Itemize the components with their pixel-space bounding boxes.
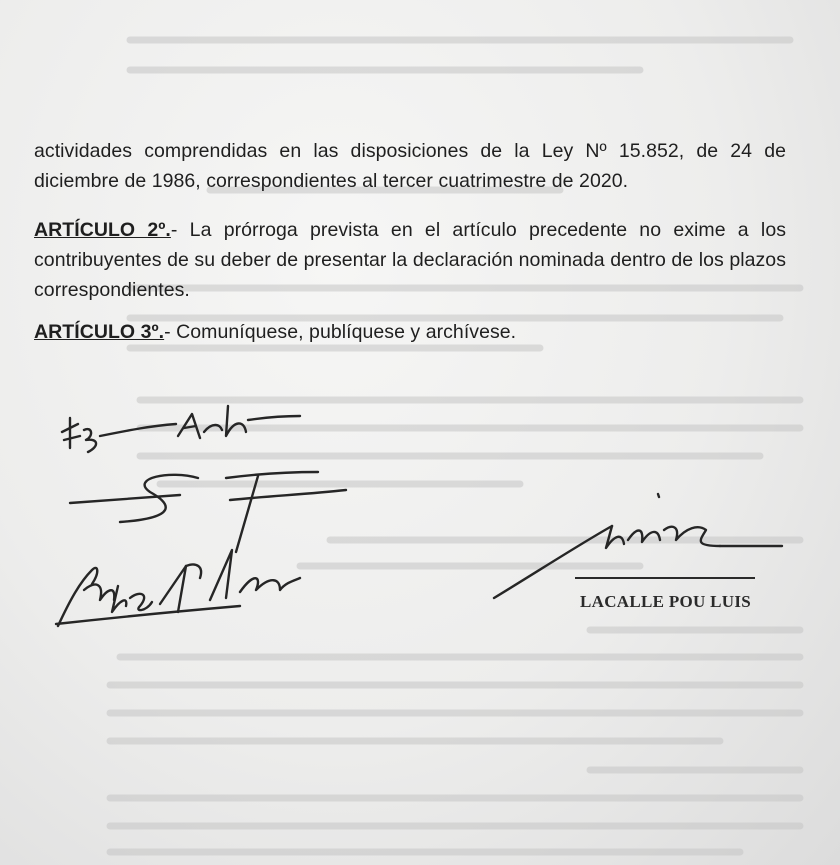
article-2-heading: ARTÍCULO 2º. (34, 218, 171, 241)
signature-line (575, 577, 755, 579)
signatory-name: LACALLE POU LUIS (580, 592, 752, 611)
article-2-text: - La prórroga prevista en el artículo precedente no exime a los contribuyentes de su deber de presentar la declaración nominada dentro de los plazos correspondientes. (34, 218, 787, 301)
signature-4 (494, 494, 782, 598)
paragraph-text: actividades comprendidas en las disposiciones de la Ley Nº 15.852, de 24 de diciembre de 1986, correspondientes al tercer cuatrimestre de 2020. (34, 139, 786, 192)
signature-2 (70, 472, 346, 552)
article-3-heading: ARTÍCULO 3º. (34, 320, 165, 343)
article-3-text: - Comuníquese, publíquese y archívese. (164, 320, 517, 343)
signature-3 (56, 550, 300, 626)
signature-1 (62, 406, 300, 452)
